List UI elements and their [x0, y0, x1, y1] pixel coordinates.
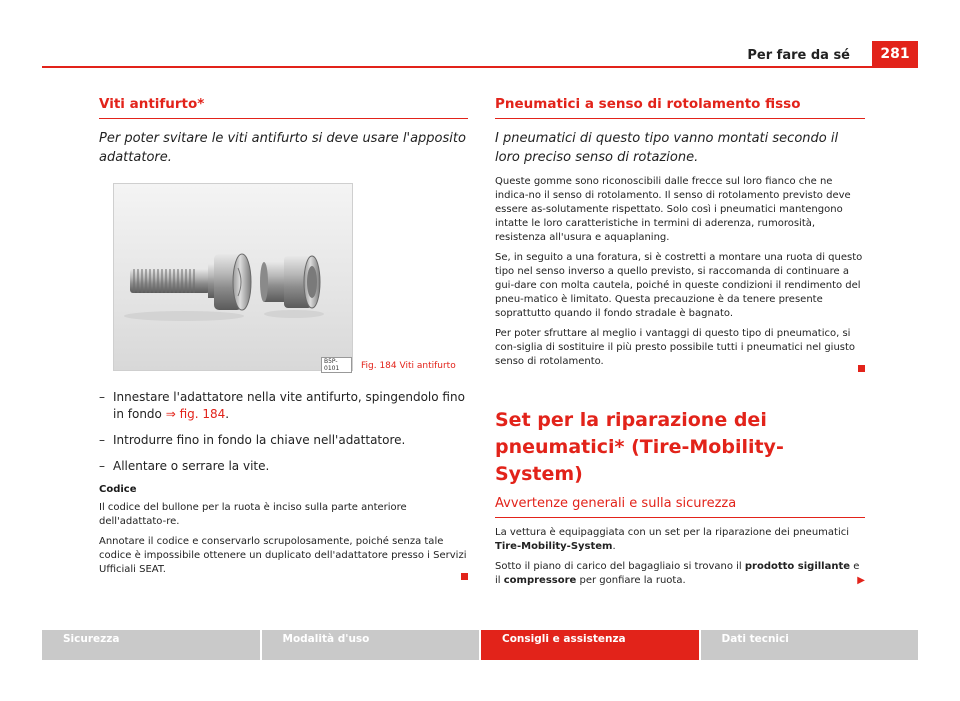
figure-code: B5P-0101: [321, 357, 352, 373]
figure-image: [113, 183, 353, 371]
subsection-title: Avvertenze generali e sulla sicurezza: [495, 496, 865, 518]
step-item: – Allentare o serrare la vite.: [99, 459, 270, 473]
section-title-anti-theft: Viti antifurto*: [99, 96, 468, 119]
code-heading: Codice: [99, 484, 137, 495]
figure-link[interactable]: ⇒ fig. 184: [165, 407, 226, 421]
step-item: – Innestare l'adattatore nella vite antifurto, spingendolo fino in fondo ⇒ fig. 184.: [99, 390, 465, 421]
figure-184: [113, 183, 468, 373]
paragraph: La vettura è equipaggiata con un set per la riparazione dei pneumatici Tire-Mobility-System.: [495, 527, 850, 552]
code-paragraph-1: Il codice del bullone per la ruota è inciso sulla parte anteriore dell'adattato-re.: [99, 502, 407, 527]
code-paragraph-2: Annotare il codice e conservarlo scrupolosamente, poiché senza tale codice è impossibile ottenere un duplicato dell'adattatore presso i Servizi Ufficiali SEAT.: [99, 535, 468, 585]
figure-caption: Fig. 184 Viti antifurto: [361, 361, 456, 371]
running-header-title: Per fare da sé: [747, 48, 850, 63]
paragraph: Queste gomme sono riconoscibili dalle frecce sul loro fianco che ne indica-no il senso di rotolamento. Il senso di rotolamento previsto deve essere as-solutamente rispettato. Solo così i pneumatici mantengono intatte le loro caratteristiche in termini di aderenza, rumorosità, resistenza all'usura e aquaplaning.: [495, 176, 851, 243]
step-list: [99, 389, 468, 475]
section-end-marker: [461, 573, 468, 580]
section-end-marker: [858, 365, 865, 372]
paragraph: Sotto il piano di carico del bagagliaio si trovano il prodotto sigillante e il compressore per gonfiare la ruota. ▶: [495, 561, 865, 586]
continue-arrow-icon: ▶: [857, 575, 865, 586]
lead-text: Per poter svitare le viti antifurto si deve usare l'apposito adattatore.: [99, 131, 466, 165]
tab-modalita-uso[interactable]: Modalità d'uso: [262, 630, 480, 660]
header-rule: [42, 66, 918, 68]
paragraph: Se, in seguito a una foratura, si è costretti a montare una ruota di questo tipo nel senso inverso a quello previsto, si raccomanda di continuare a gui-dare con molta cautela, poiché in queste condizioni il rendimento del pneu-matico è limitato. Questa precauzione è da tenere presente soprattutto quando il fondo stradale è bagnato.: [495, 252, 863, 319]
anti-theft-bolt-illustration: [114, 184, 354, 372]
tab-consigli-assistenza[interactable]: Consigli e assistenza: [481, 630, 699, 660]
step-item: – Introdurre fino in fondo la chiave nell'adattatore.: [99, 433, 406, 447]
page-number: 281: [872, 41, 918, 67]
section-title-directional-tyres: Pneumatici a senso di rotolamento fisso: [495, 96, 865, 119]
tab-dati-tecnici[interactable]: Dati tecnici: [701, 630, 919, 660]
right-column: [495, 96, 865, 588]
lead-text: I pneumatici di questo tipo vanno montati secondo il loro preciso senso di rotazione.: [495, 131, 839, 165]
footer-nav: [42, 630, 918, 660]
chapter-title: Set per la riparazione dei pneumatici* (Tire-Mobility-System): [495, 409, 784, 485]
paragraph: Per poter sfruttare al meglio i vantaggi di questo tipo di pneumatico, si con-siglia di sostituire il più presto possibile tutti i pneumatici nel giusto senso di rotolamento.: [495, 327, 865, 377]
left-column: [99, 96, 468, 585]
tab-sicurezza[interactable]: Sicurezza: [42, 630, 260, 660]
